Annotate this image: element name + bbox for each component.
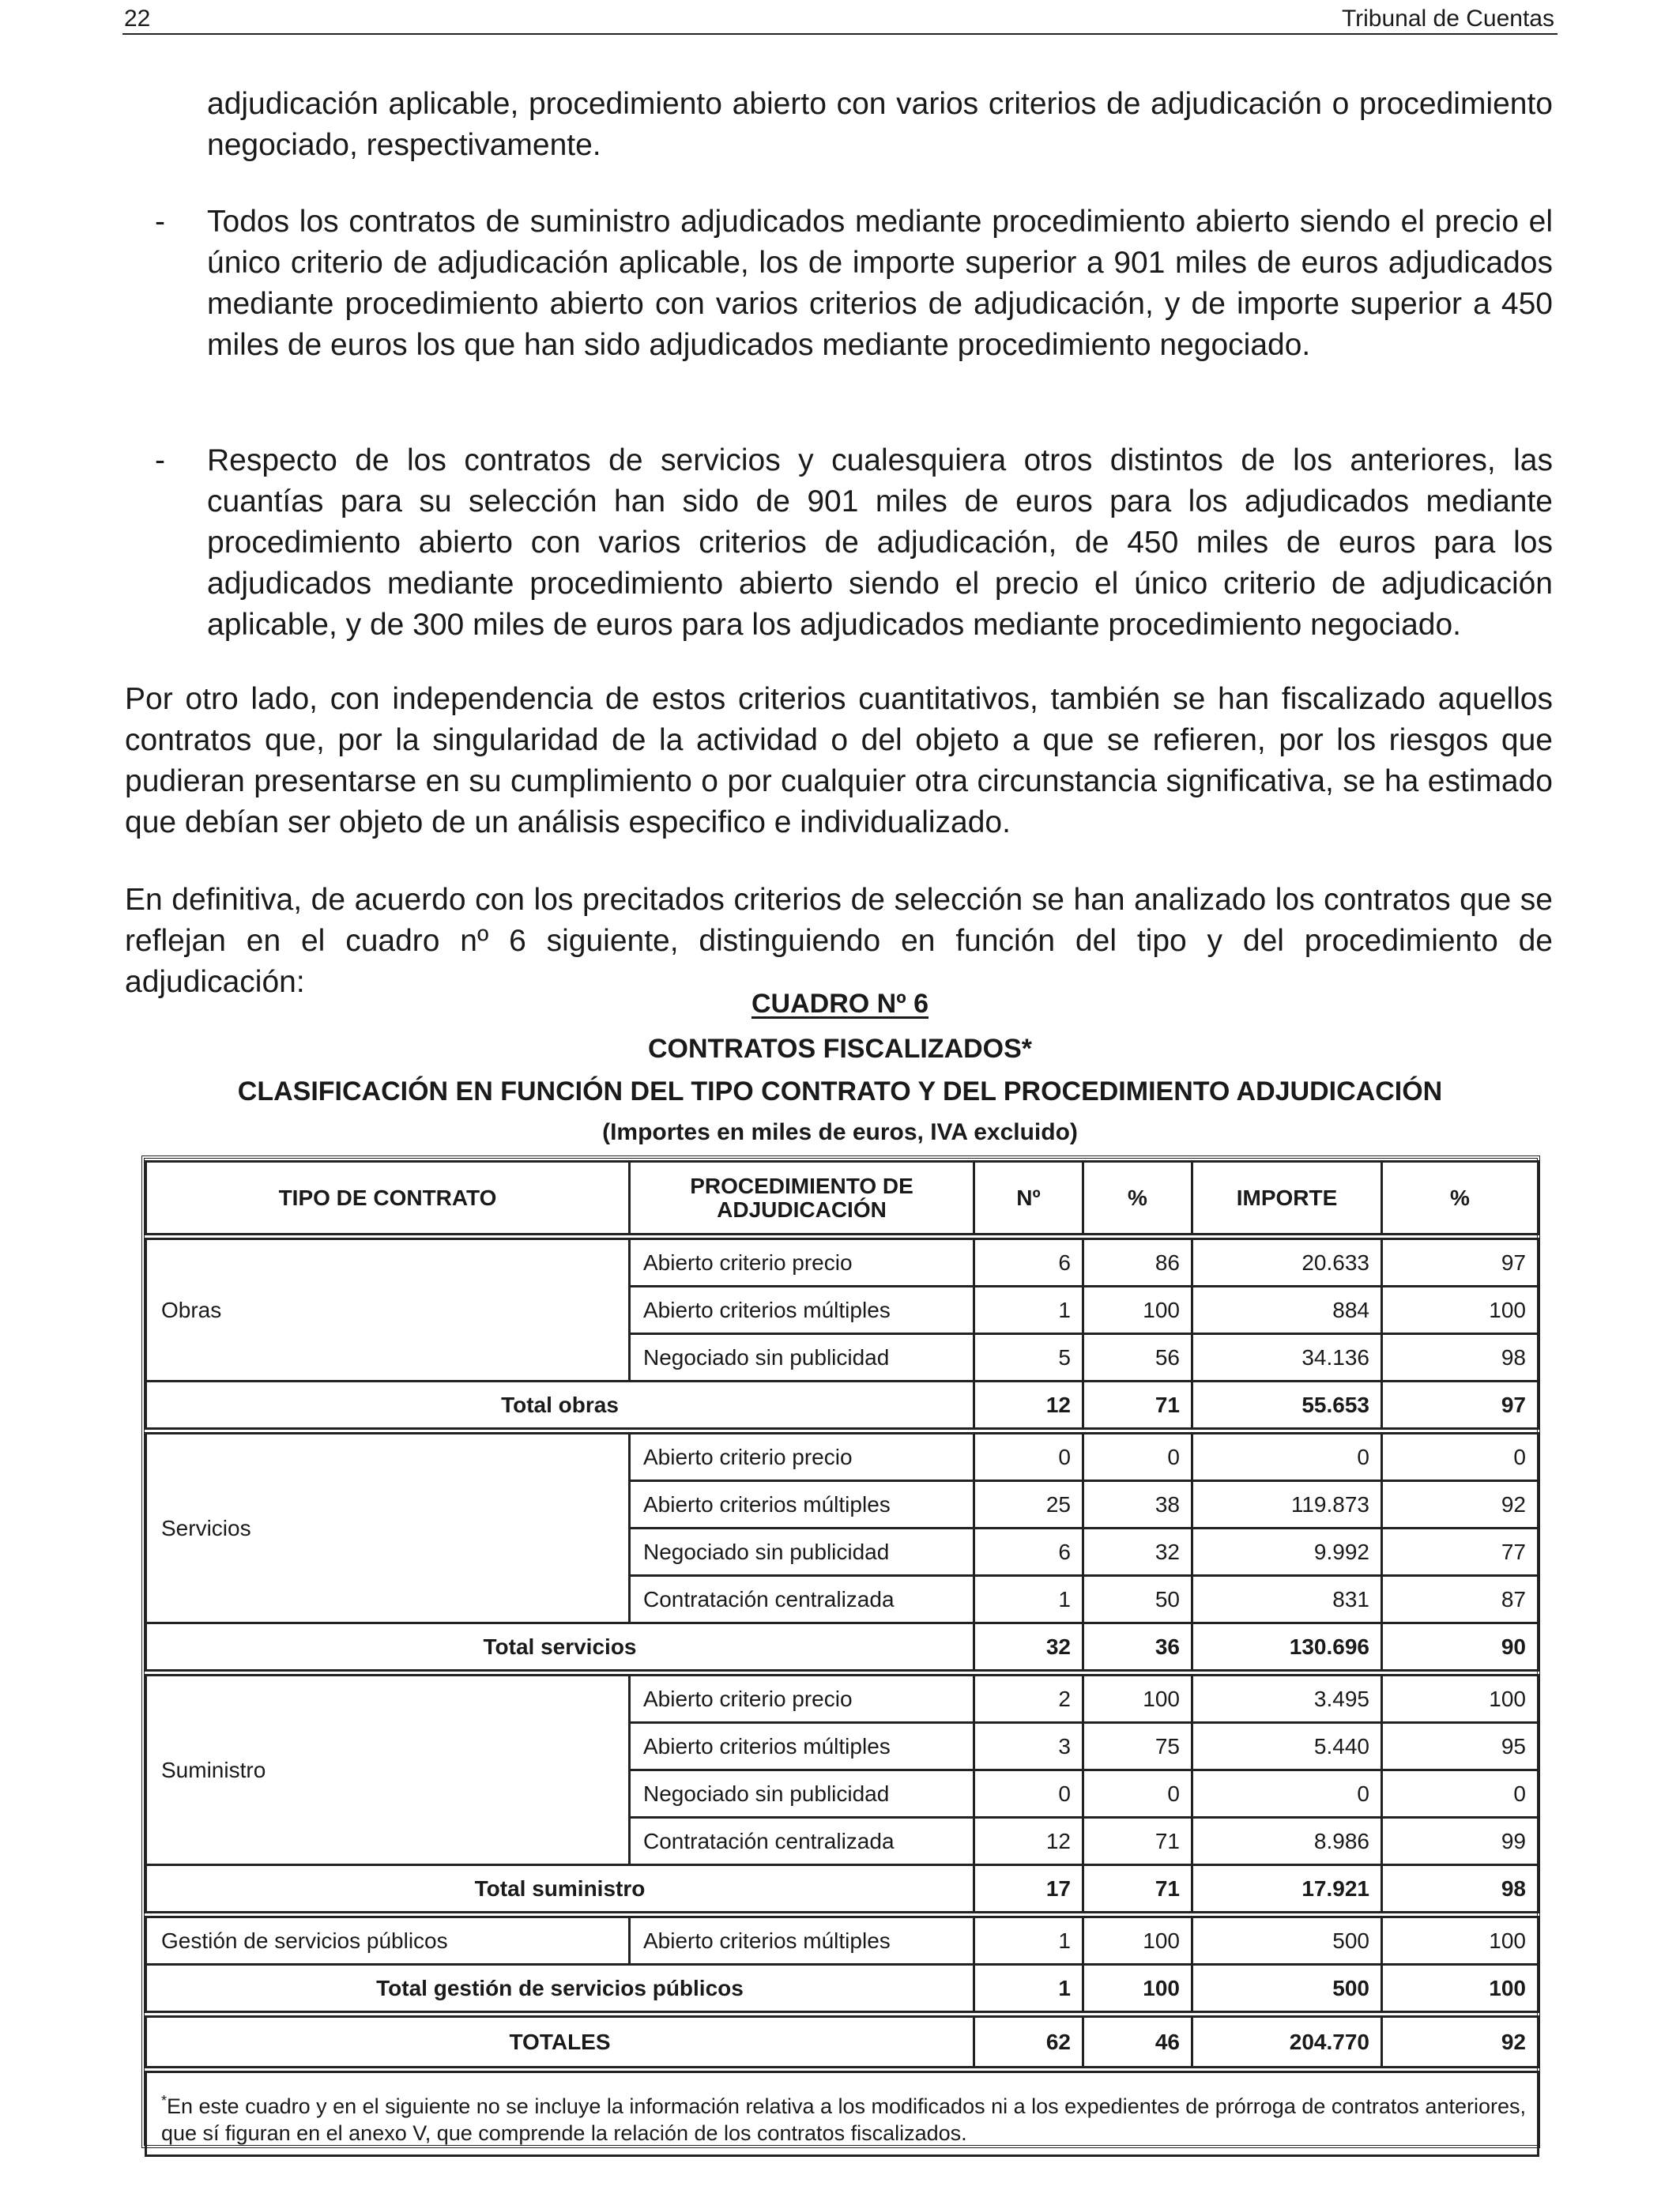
pct-cell: 38 — [1083, 1481, 1192, 1529]
importe-cell: 0 — [1192, 1770, 1382, 1818]
num-cell: 12 — [974, 1382, 1083, 1429]
importe-cell: 500 — [1192, 1917, 1382, 1965]
page-header — [122, 3, 1558, 35]
importe-cell: 34.136 — [1192, 1334, 1382, 1382]
pct-cell: 100 — [1083, 1676, 1192, 1723]
num-cell: 3 — [974, 1723, 1083, 1770]
importe-cell: 3.495 — [1192, 1676, 1382, 1723]
table-row — [146, 1917, 1539, 1965]
total-row-servicios — [146, 1623, 1539, 1671]
table-row — [146, 1239, 1539, 1287]
pct-cell: 77 — [1382, 1529, 1539, 1576]
pct-cell: 0 — [1083, 1434, 1192, 1481]
num-cell: 5 — [974, 1334, 1083, 1382]
pct-cell: 100 — [1382, 1965, 1539, 2012]
pct-cell: 46 — [1083, 2017, 1192, 2068]
num-cell: 32 — [974, 1623, 1083, 1671]
pct-cell: 0 — [1382, 1770, 1539, 1818]
pct-cell: 92 — [1382, 2017, 1539, 2068]
num-cell: 12 — [974, 1818, 1083, 1865]
pct-cell: 97 — [1382, 1239, 1539, 1287]
page-number: 22 — [124, 6, 151, 32]
num-cell: 1 — [974, 1965, 1083, 2012]
contracts-table — [145, 1160, 1539, 2157]
table-row — [146, 1676, 1539, 1723]
pct-cell: 90 — [1382, 1623, 1539, 1671]
table-subtitle: CLASIFICACIÓN EN FUNCIÓN DEL TIPO CONTRATO Y DEL PROCEDIMIENTO ADJUDICACIÓN — [237, 1076, 1443, 1106]
proc-cell: Contratación centralizada — [630, 1576, 974, 1623]
num-cell: 6 — [974, 1529, 1083, 1576]
type-servicios: Servicios — [146, 1434, 630, 1623]
pct-cell: 86 — [1083, 1239, 1192, 1287]
grand-total-row — [146, 2017, 1539, 2068]
num-cell: 6 — [974, 1239, 1083, 1287]
header-pct-numero: % — [1083, 1162, 1192, 1235]
total-label: Total obras — [146, 1382, 974, 1429]
total-row-suministro — [146, 1865, 1539, 1913]
pct-cell: 95 — [1382, 1723, 1539, 1770]
importe-cell: 0 — [1192, 1434, 1382, 1481]
total-label: Total suministro — [146, 1865, 974, 1913]
num-cell: 2 — [974, 1676, 1083, 1723]
pct-cell: 100 — [1083, 1287, 1192, 1334]
type-obras: Obras — [146, 1239, 630, 1382]
header-procedimiento: PROCEDIMIENTO DE ADJUDICACIÓN — [630, 1162, 974, 1235]
importe-cell: 884 — [1192, 1287, 1382, 1334]
proc-cell: Abierto criterio precio — [630, 1676, 974, 1723]
bullet-dash: - — [155, 443, 165, 477]
proc-cell: Negociado sin publicidad — [630, 1334, 974, 1382]
pct-cell: 98 — [1382, 1865, 1539, 1913]
pct-cell: 71 — [1083, 1382, 1192, 1429]
importe-cell: 5.440 — [1192, 1723, 1382, 1770]
pct-cell: 92 — [1382, 1481, 1539, 1529]
pct-cell: 100 — [1083, 1917, 1192, 1965]
importe-cell: 55.653 — [1192, 1382, 1382, 1429]
importe-cell: 9.992 — [1192, 1529, 1382, 1576]
pct-cell: 100 — [1083, 1965, 1192, 2012]
footnote-marker: * — [161, 2093, 168, 2109]
proc-cell: Abierto criterios múltiples — [630, 1917, 974, 1965]
num-cell: 0 — [974, 1434, 1083, 1481]
proc-cell: Negociado sin publicidad — [630, 1770, 974, 1818]
header-numero: Nº — [974, 1162, 1083, 1235]
paragraph-conclusion: En definitiva, de acuerdo con los precitados criterios de selección se han analizado los contratos que se reflejan en el cuadro nº 6 siguiente, distinguiendo en función del tipo y del procedimiento de adjudicación: — [125, 883, 1553, 999]
pct-cell: 0 — [1083, 1770, 1192, 1818]
footnote-text: En este cuadro y en el siguiente no se incluye la información relativa a los modificados ni a los expedientes de prórroga de contratos anteriores, que sí figuran en el anexo V, que comprende la relación de los contratos fiscalizados. — [161, 2094, 1526, 2145]
paragraph-other-criteria: Por otro lado, con independencia de estos criterios cuantitativos, también se han fiscalizado aquellos contratos que, por la singularidad de la actividad o del objeto a que se refieren, por los riesgos que pudieran presentarse en su cumplimiento o por cualquier otra circunstancia significativa, se ha estimado que debían ser objeto de un análisis especifico e individualizado. — [125, 682, 1553, 839]
total-label: Total gestión de servicios públicos — [146, 1965, 974, 2012]
paragraph-servicios-criteria: Respecto de los contratos de servicios y cualesquiera otros distintos de los anteriores, las cuantías para su selección han sido de 901 miles de euros para los adjudicados mediante procedimiento abierto con varios criterios de adjudicación, de 450 miles de euros para los adjudicados mediante procedimiento abierto siendo el precio el único criterio de adjudicación aplicable, y de 300 miles de euros para los adjudicados mediante procedimiento negociado. — [207, 443, 1553, 642]
header-tipo: TIPO DE CONTRATO — [146, 1162, 630, 1235]
table-units: (Importes en miles de euros, IVA excluido) — [602, 1119, 1078, 1145]
num-cell: 62 — [974, 2017, 1083, 2068]
pct-cell: 98 — [1382, 1334, 1539, 1382]
type-gestion: Gestión de servicios públicos — [146, 1917, 630, 1965]
pct-cell: 71 — [1083, 1818, 1192, 1865]
num-cell: 25 — [974, 1481, 1083, 1529]
pct-cell: 99 — [1382, 1818, 1539, 1865]
table-row — [146, 1434, 1539, 1481]
footnote-row — [146, 2072, 1539, 2156]
pct-cell: 100 — [1382, 1287, 1539, 1334]
publisher-name: Tribunal de Cuentas — [1341, 6, 1554, 32]
pct-cell: 56 — [1083, 1334, 1192, 1382]
pct-cell: 97 — [1382, 1382, 1539, 1429]
proc-cell: Contratación centralizada — [630, 1818, 974, 1865]
header-importe: IMPORTE — [1192, 1162, 1382, 1235]
importe-cell: 20.633 — [1192, 1239, 1382, 1287]
importe-cell: 8.986 — [1192, 1818, 1382, 1865]
table-header-row — [146, 1162, 1539, 1235]
proc-cell: Abierto criterios múltiples — [630, 1287, 974, 1334]
proc-cell: Abierto criterios múltiples — [630, 1723, 974, 1770]
type-suministro: Suministro — [146, 1676, 630, 1865]
importe-cell: 17.921 — [1192, 1865, 1382, 1913]
table-number: CUADRO Nº 6 — [751, 989, 929, 1019]
paragraph-suministro-criteria: Todos los contratos de suministro adjudicados mediante procedimiento abierto siendo el precio el único criterio de adjudicación aplicable, los de importe superior a 901 miles de euros adjudicados mediante procedimiento abierto con varios criterios de adjudicación, y de importe superior a 450 miles de euros los que han sido adjudicados mediante procedimiento negociado. — [207, 205, 1553, 362]
proc-cell: Abierto criterios múltiples — [630, 1481, 974, 1529]
total-label: Total servicios — [146, 1623, 974, 1671]
bullet-dash: - — [155, 205, 165, 239]
num-cell: 0 — [974, 1770, 1083, 1818]
num-cell: 1 — [974, 1287, 1083, 1334]
paragraph-continuation: adjudicación aplicable, procedimiento abierto con varios criterios de adjudicación o procedimiento negociado, respectivamente. — [207, 87, 1553, 162]
importe-cell: 119.873 — [1192, 1481, 1382, 1529]
pct-cell: 32 — [1083, 1529, 1192, 1576]
pct-cell: 50 — [1083, 1576, 1192, 1623]
proc-cell: Abierto criterio precio — [630, 1239, 974, 1287]
num-cell: 1 — [974, 1917, 1083, 1965]
pct-cell: 71 — [1083, 1865, 1192, 1913]
table-title: CONTRATOS FISCALIZADOS* — [647, 1034, 1033, 1064]
total-row-obras — [146, 1382, 1539, 1429]
proc-cell: Abierto criterio precio — [630, 1434, 974, 1481]
pct-cell: 75 — [1083, 1723, 1192, 1770]
importe-cell: 831 — [1192, 1576, 1382, 1623]
header-pct-importe: % — [1382, 1162, 1539, 1235]
importe-cell: 500 — [1192, 1965, 1382, 2012]
num-cell: 1 — [974, 1576, 1083, 1623]
pct-cell: 100 — [1382, 1676, 1539, 1723]
importe-cell: 130.696 — [1192, 1623, 1382, 1671]
pct-cell: 36 — [1083, 1623, 1192, 1671]
num-cell: 17 — [974, 1865, 1083, 1913]
pct-cell: 0 — [1382, 1434, 1539, 1481]
total-row-gestion — [146, 1965, 1539, 2012]
importe-cell: 204.770 — [1192, 2017, 1382, 2068]
pct-cell: 87 — [1382, 1576, 1539, 1623]
grand-total-label: TOTALES — [146, 2017, 974, 2068]
proc-cell: Negociado sin publicidad — [630, 1529, 974, 1576]
table-footnote — [146, 2072, 1539, 2156]
pct-cell: 100 — [1382, 1917, 1539, 1965]
